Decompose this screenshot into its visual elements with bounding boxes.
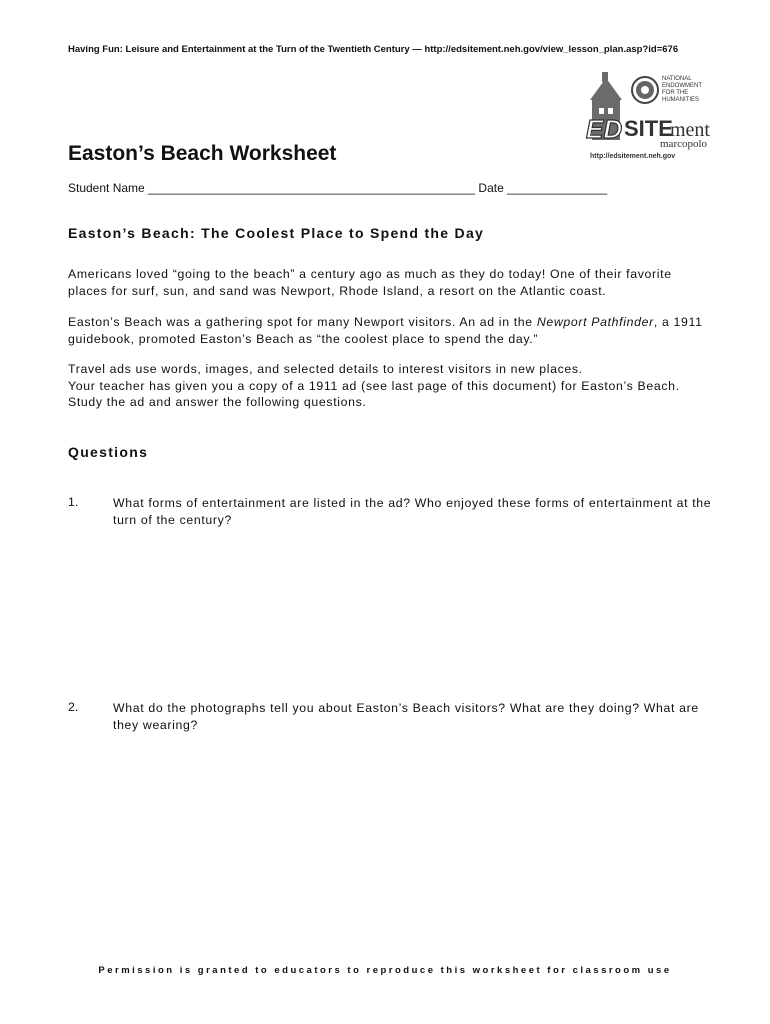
intro-paragraph: Americans loved “going to the beach” a century ago as much as they do today! One of their favorite places for surf, sun, and sand was Newport, Rhode Island, a resort on the Atlantic coast. <box>68 267 672 298</box>
worksheet-title: Easton’s Beach Worksheet <box>68 142 337 165</box>
page-header: Having Fun: Leisure and Entertainment at the Turn of the Twentieth Century — http://edsitement.neh.gov/view_lesson_plan.asp?id=676 <box>68 44 679 55</box>
question-text: What do the photographs tell you about Easton’s Beach visitors? What are they doing? What are they wearing? <box>113 701 699 732</box>
svg-text:ENDOWMENT: ENDOWMENT <box>662 83 702 89</box>
svg-text:http://edsitement.neh.gov: http://edsitement.neh.gov <box>590 153 676 160</box>
paragraph-text: Easton’s Beach was a gathering spot for many Newport visitors. An ad in the <box>68 315 537 329</box>
instructions-paragraph <box>68 361 708 411</box>
schoolhouse-logo-icon <box>584 72 724 164</box>
question-text: What forms of entertainment are listed in the ad? Who enjoyed these forms of entertainment at the turn of the century? <box>113 496 712 527</box>
svg-text:NATIONAL: NATIONAL <box>662 76 692 82</box>
svg-text:SITE: SITE <box>624 116 673 141</box>
edsitement-logo <box>584 72 724 164</box>
svg-text:marcopolo: marcopolo <box>660 138 708 150</box>
question-number: 1. <box>68 495 79 509</box>
svg-text:FOR THE: FOR THE <box>662 90 689 96</box>
student-name-date-line: Student Name _________________________________________________ Date _______________ <box>68 181 608 195</box>
instructions-line-1: Travel ads use words, images, and selected details to interest visitors in new places. <box>68 362 583 376</box>
question-number: 2. <box>68 700 79 714</box>
paragraph-text: , a 1911 guidebook, promoted Easton’s Beach as “the coolest place to spend the day.” <box>68 315 703 346</box>
svg-text:ment: ment <box>670 119 710 141</box>
permission-footer: Permission is granted to educators to reproduce this worksheet for classroom use <box>98 965 672 976</box>
questions-heading: Questions <box>68 444 149 460</box>
pathfinder-paragraph <box>68 314 708 347</box>
svg-text:HUMANITIES: HUMANITIES <box>662 97 700 103</box>
guidebook-title: Newport Pathfinder <box>536 315 654 329</box>
svg-text:ED: ED <box>586 114 623 144</box>
instructions-line-2: Your teacher has given you a copy of a 1911 ad (see last page of this document) for Easton’s Beach. Study the ad and answer the following questions. <box>68 378 680 409</box>
section-heading: Easton’s Beach: The Coolest Place to Spend the Day <box>68 225 485 241</box>
